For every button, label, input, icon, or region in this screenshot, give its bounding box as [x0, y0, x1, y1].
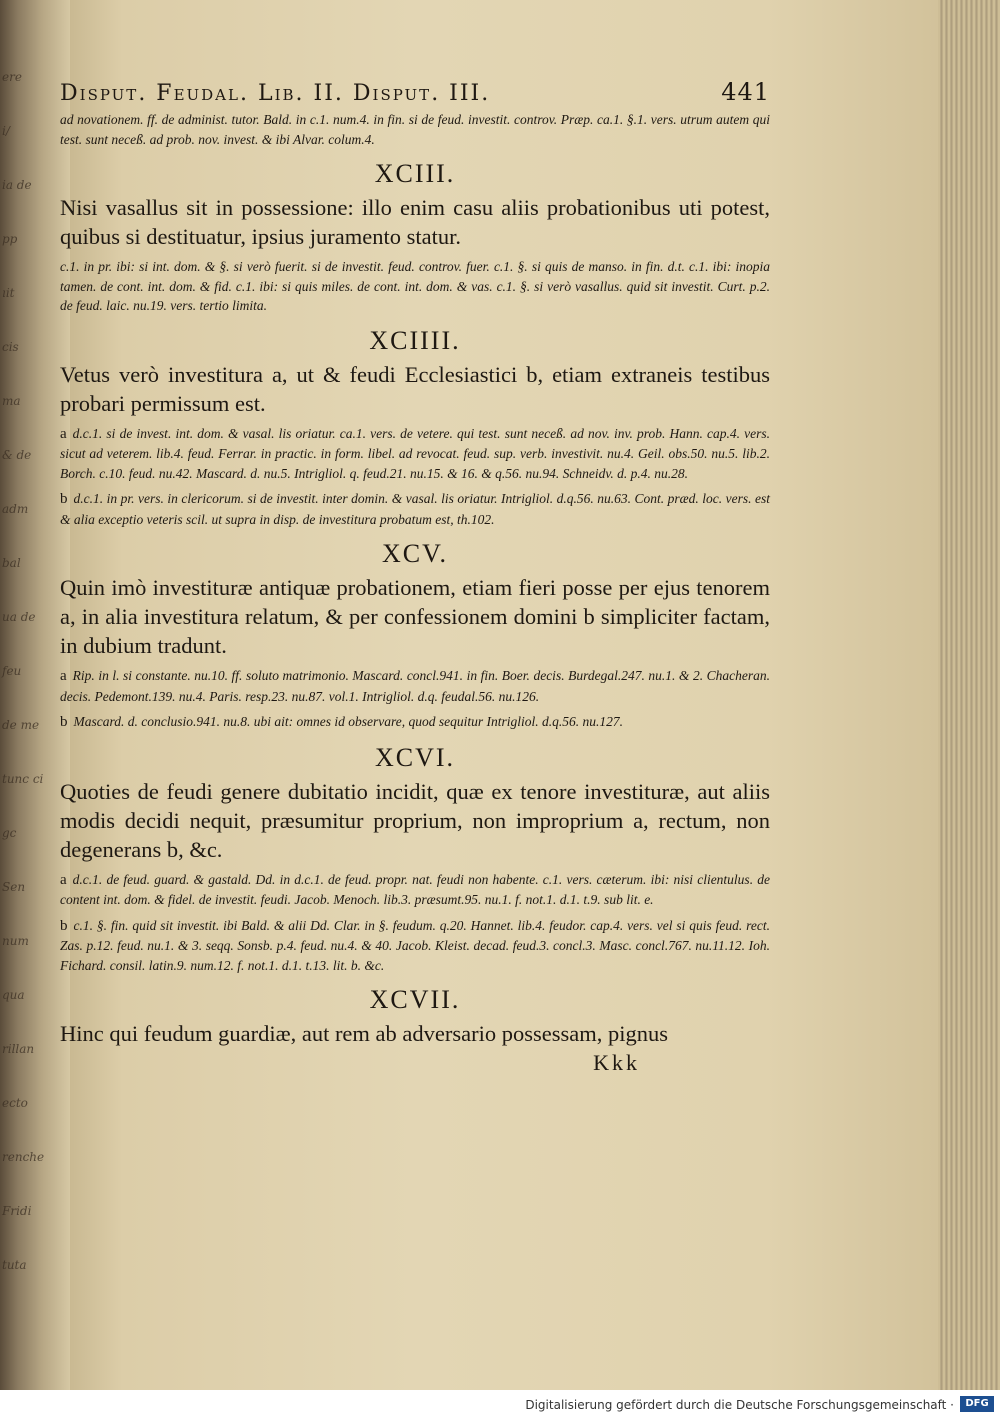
spine-text-fragment: gc	[2, 826, 17, 840]
spine-text-fragment: ecto	[2, 1096, 28, 1110]
catchword: Kkk	[593, 1050, 640, 1075]
footnote-mark: b	[60, 714, 68, 730]
spine-text-fragment: feu	[2, 664, 22, 678]
footer-text: Digitalisierung gefördert durch die Deutsche Forschungsgemeinschaft ·	[525, 1398, 954, 1412]
section-numeral: XCV.	[381, 539, 449, 568]
footnote-text: Rip. in l. si constante. nu.10. ff. soluto matrimonio. Mascard. concl.941. in fin. Boer. decis. Burdegal.247. nu.1. & 2. Chacheran. decis. Pedemont.139. nu.4. Paris. resp.23. nu.87. vol.1. Intrigliol. d.q. feudal.56. nu.126.	[60, 668, 770, 704]
footnote	[60, 916, 770, 976]
footnote-mark: b	[60, 491, 68, 507]
sections-container	[60, 159, 770, 1048]
footnote-mark: a	[60, 425, 67, 442]
section-text: Vetus verò investitura a, ut & feudi Ecclesiastici b, etiam extraneis testibus probari permissum est.	[60, 361, 770, 416]
section-text: Quoties de feudi genere dubitatio incidit, quæ ex tenore investituræ, aut aliis modis decidi nequit, præsumitur proprium, non improprium a, rectum, non degenerans b, &c.	[60, 778, 770, 862]
spine-text-fragment: de me	[2, 718, 40, 732]
top-note: ad novationem. ff. de administ. tutor. Bald. in c.1. num.4. in fin. si de feud. investit. controv. Præp. ca.1. §.1. vers. utrum autem qui test. sunt neceß. ad prob. nov. invest. & ibi Alvar. colum.4.	[60, 112, 770, 147]
footnote-mark: a	[60, 668, 67, 684]
footnote	[60, 424, 770, 484]
section-numeral: XCVI.	[374, 742, 456, 772]
running-title: Disput. Feudal. Lib. II. Disput. III.	[60, 81, 491, 106]
spine-text-fragment: Fridi	[2, 1204, 32, 1218]
footnote-text: c.1. in pr. ibi: si int. dom. & §. si verò fuerit. si de investit. feud. controv. fuer. c.1. §. si quis de manso. in fin. d.t. c.1. ibi: inopia tamen. de cont. int. dom. & fid. c.1. ibi: si quis miles. de cont. int. dom. & vas. c.1. §. si verò vasallus. quid sit investit. Curt. p.2. de feud. laic. nu.19. vers. tertio limita.	[60, 259, 770, 313]
spine-text-fragment: qua	[2, 988, 25, 1002]
spine-text-fragment: ere	[2, 70, 22, 84]
footnote-text: Mascard. d. conclusio.941. nu.8. ubi ait: omnes id observare, quod sequitur Intrigliol. d.q.56. nu.127.	[73, 714, 623, 729]
footnote-text: c.1. §. fin. quid sit investit. ibi Bald. & alii Dd. Clar. in §. feudum. q.20. Hannet. lib.4. feudor. cap.4. vers. vel si quis feud. rect. Zas. p.12. feud. nu.1. & 3. seqq. Sonsb. p.4. feud. nu.4. & 40. Jacob. Kleist. decad. feud.3. concl.3. Masc. concl.767. nu.11.12. Ioh. Fichard. consil. latin.9. num.12. f. not.1. d.1. t.13. lit. b. &c.	[60, 917, 770, 973]
dfg-logo-icon: DFG	[960, 1396, 994, 1412]
spine-text-fragment: ma	[2, 394, 21, 408]
spine-text-fragment: i/	[2, 124, 10, 138]
section-text: Quin imò investituræ antiquæ probationem, etiam fieri posse per ejus tenorem a, in alia investitura relatum, & per confessionem domini b simpliciter factam, in dubium tradunt.	[60, 575, 770, 658]
spine-text-fragment: tuta	[2, 1258, 27, 1272]
footnote	[60, 870, 770, 910]
footnote	[60, 712, 770, 733]
page-number: 441	[721, 78, 770, 106]
spine-text-fragment: renche	[2, 1150, 45, 1164]
footnote	[60, 489, 770, 529]
page-content	[60, 78, 770, 1076]
spine-text-fragment: cis	[2, 340, 19, 354]
section-numeral: XCIIII.	[369, 325, 461, 355]
spine-text-fragment: num	[2, 934, 29, 948]
footnote	[60, 666, 770, 706]
spine-text-fragment: ia de	[2, 178, 32, 192]
page-edges	[938, 0, 1000, 1390]
spine-text-fragment: rillan	[2, 1042, 35, 1056]
spine-text-fragment: & de	[2, 448, 32, 462]
section-numeral: XCIII.	[374, 159, 456, 188]
footnote	[60, 257, 770, 316]
footnote-text: d.c.1. in pr. vers. in clericorum. si de investit. inter domin. & vasal. lis oriatur. Intrigliol. d.q.56. nu.63. Cont. præd. loc. vers. est & alia exceptio veteris scil. ut supra in disp. de investitura probatum est, th.102.	[60, 491, 770, 527]
spine-text-fragment: ıit	[2, 286, 15, 300]
footnote-mark: b	[60, 917, 68, 934]
section-text: Hinc qui feudum guardiæ, aut rem ab adversario possessam, pignus	[60, 1021, 668, 1046]
footnote-text: d.c.1. si de invest. int. dom. & vasal. lis oriatur. ca.1. vers. de vetere. qui test. sunt neceß. ad nov. inv. prob. Hann. cap.4. vers. sicut ad veterem. lib.4. feud. Ferrar. in practic. in form. libel. ad revocat. feud. sup. verb. investivit. nu.4. Geil. obs.50. nu.5. lib.2. Borch. c.10. feud. nu.42. Mascard. d. nu.5. Intrigliol. q. feud.21. nu.15. & 16. & q.56. nu.94. Schneidv. d. p.4. nu.28.	[60, 425, 770, 481]
spine-text-fragment: tunc ci	[2, 772, 44, 786]
spine-text-fragment: ua de	[2, 610, 36, 624]
section-text: Nisi vasallus sit in possessione: illo enim casu aliis probationibus uti potest, quibus si destituatur, ipsius juramento statur.	[60, 195, 770, 249]
running-header	[60, 78, 770, 106]
footer-bar	[0, 1390, 1000, 1419]
spine-text-fragment: bal	[2, 556, 21, 570]
spine-text-fragment: Sen	[2, 880, 26, 894]
footnote-text: d.c.1. de feud. guard. & gastald. Dd. in d.c.1. de feud. propr. nat. feudi non habente. c.1. vers. cæterum. ibi: nisi clientulus. de content int. dom. & fidel. de investit. feudi. Jacob. Menoch. lib.3. præsumt.95. nu.1. f. not.1. d.1. t.9. sub lit. e.	[60, 871, 770, 907]
footnote-mark: a	[60, 871, 67, 888]
section-numeral: XCVII.	[369, 985, 461, 1014]
spine-text-fragment: pp	[2, 232, 18, 246]
spine-text-fragment: adm	[2, 502, 29, 516]
